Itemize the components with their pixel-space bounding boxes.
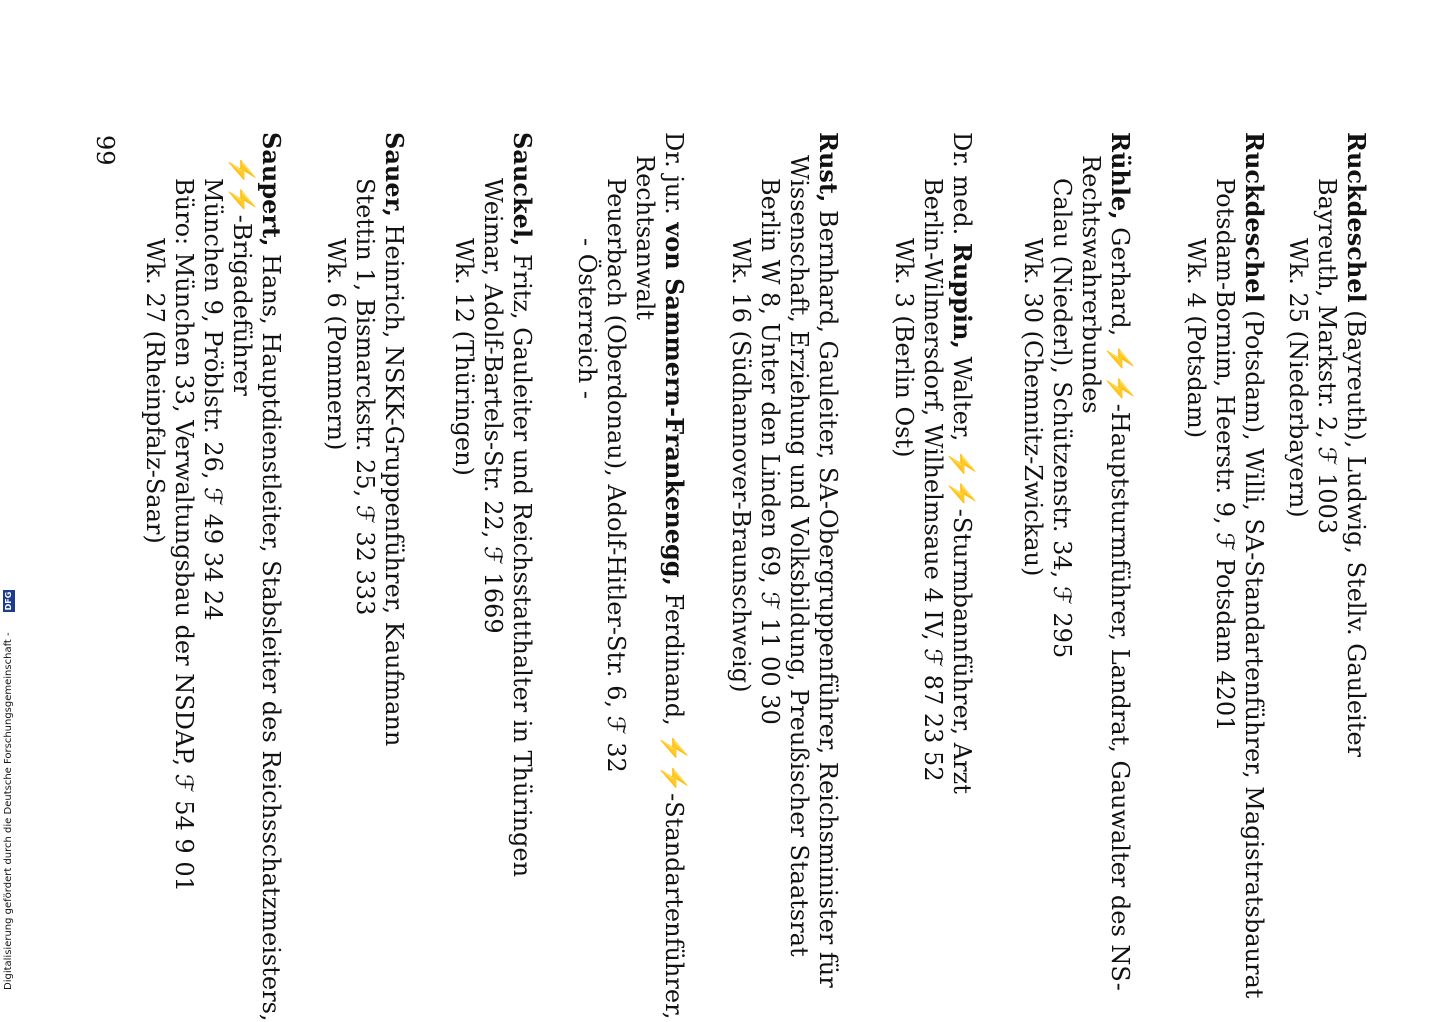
entry-name: Sauer,	[380, 132, 409, 217]
entry-line: Wk. 27 (Rheinpfalz-Saar)	[141, 238, 169, 544]
entry-line: Wk. 4 (Potsdam)	[1182, 238, 1210, 439]
entry-line: Berlin-Wilmersdorf, Wilhelmsaue 4 IV, ℱ 87 23 52	[919, 178, 947, 782]
entry-line	[659, 0, 689, 1020]
entry-line: München 9, Pröblstr. 26, ℱ 49 34 24	[199, 178, 227, 621]
entry-text: Heinrich, NSKK-Gruppenführer, Kaufmann	[380, 216, 408, 747]
entry-saupert	[140, 0, 286, 1022]
entry-name: Saupert,	[257, 132, 286, 247]
entry-line: Büro: München 33, Verwaltungsbau der NSDAP, ℱ 54 9 01	[170, 178, 198, 892]
entry-von-sammern-frankenegg	[572, 0, 689, 1020]
entry-ruckdeschel-potsdam	[1181, 0, 1269, 1000]
entry-line	[1239, 0, 1269, 1000]
entry-line: - Österreich -	[573, 238, 601, 400]
entry-line: Rechtswahrerbundes	[1077, 155, 1105, 414]
entry-line: Wk. 6 (Pommern)	[322, 238, 350, 451]
entry-text: Walter, ⚡⚡-Sturmbannführer, Arzt	[948, 348, 976, 794]
entry-text: (Bayreuth), Ludwig, Stellv. Gauleiter	[1342, 302, 1370, 758]
entry-line: Calau (Niederl), Schützenstr. 34, ℱ 295	[1048, 178, 1076, 659]
entry-text: Ferdinand, ⚡⚡-Standartenführer,	[660, 585, 688, 1020]
entry-line: Wk. 12 (Thüringen)	[450, 238, 478, 476]
entry-name: Sauckel,	[508, 132, 537, 247]
entry-text: Hans, Hauptdienstleiter, Stabsleiter des Reichsschatzmeisters,	[257, 246, 285, 1022]
entry-line: Wk. 3 (Berlin Ost)	[890, 238, 918, 458]
entry-line: Wk. 30 (Chemnitz-Zwickau)	[1019, 238, 1047, 577]
dfg-logo: DFG	[4, 591, 13, 611]
entry-line: Berlin W 8, Unter den Linden 69, ℱ 11 00 30	[756, 178, 784, 725]
entry-prefix: Dr. med.	[948, 132, 976, 243]
entry-line	[1341, 0, 1371, 1000]
entry-rust	[726, 0, 843, 1000]
entry-ruppin	[889, 0, 977, 1000]
entry-line: Peuerbach (Oberdonau), Adolf-Hitler-Str. 6, ℱ 32	[602, 178, 630, 773]
entry-text: (Potsdam), Willi, SA-Standartenführer, Magistratsbaurat	[1240, 302, 1268, 999]
entry-line: Wissenschaft, Erziehung und Volksbildung, Preußischer Staatsrat	[785, 155, 813, 957]
entry-line: Potsdam-Bornim, Heerstr. 9, ℱ Potsdam 4201	[1211, 178, 1239, 732]
digitization-footer	[0, 0, 18, 1000]
entry-line: Wk. 16 (Südhannover-Braunschweig)	[727, 238, 755, 693]
entry-name: Ruckdeschel	[1240, 132, 1269, 303]
entry-name: Rühle,	[1106, 132, 1135, 220]
page-number: 99	[91, 135, 119, 166]
entry-line	[379, 0, 409, 1000]
entry-text: Bernhard, Gauleiter, SA-Obergruppenführer, Reichsminister für	[814, 202, 842, 988]
entry-line	[507, 0, 537, 1000]
entry-line: ⚡⚡-Brigadeführer	[228, 155, 256, 396]
entry-line: Bayreuth, Markstr. 2, ℱ 1003	[1313, 178, 1341, 535]
entry-name: Ruppin,	[948, 242, 977, 349]
entry-line: Stettin 1, Bismarckstr. 25, ℱ 32 333	[351, 178, 379, 616]
entry-name: Ruckdeschel	[1342, 132, 1371, 303]
entry-line: Weimar, Adolf-Bartels-Str. 22, ℱ 1669	[479, 178, 507, 634]
entry-name: Rust,	[814, 132, 843, 203]
entry-line	[1105, 0, 1135, 1000]
entry-text: Fritz, Gauleiter und Reichsstatthalter in Thüringen	[508, 246, 536, 878]
entry-line: Rechtsanwalt	[631, 155, 659, 321]
entry-line	[256, 0, 286, 1022]
entry-sauckel	[449, 0, 537, 1000]
entry-sauer	[321, 0, 409, 1000]
entry-prefix: Dr. jur.	[660, 132, 688, 223]
footer-text: Digitalisierung gefördert durch die Deutsche Forschungsgemeinschaft -	[3, 632, 14, 990]
entry-text: Gerhard, ⚡⚡-Hauptsturmführer, Landrat, Gauwalter des NS-	[1106, 219, 1134, 991]
entry-ruckdeschel-bayreuth	[1283, 0, 1371, 1000]
entry-line	[813, 0, 843, 1000]
entry-line: Wk. 25 (Niederbayern)	[1284, 238, 1312, 518]
entry-line	[947, 0, 977, 1000]
entry-ruehle	[1018, 0, 1135, 1000]
entry-name: von Sammern-Frankenegg,	[660, 222, 689, 586]
